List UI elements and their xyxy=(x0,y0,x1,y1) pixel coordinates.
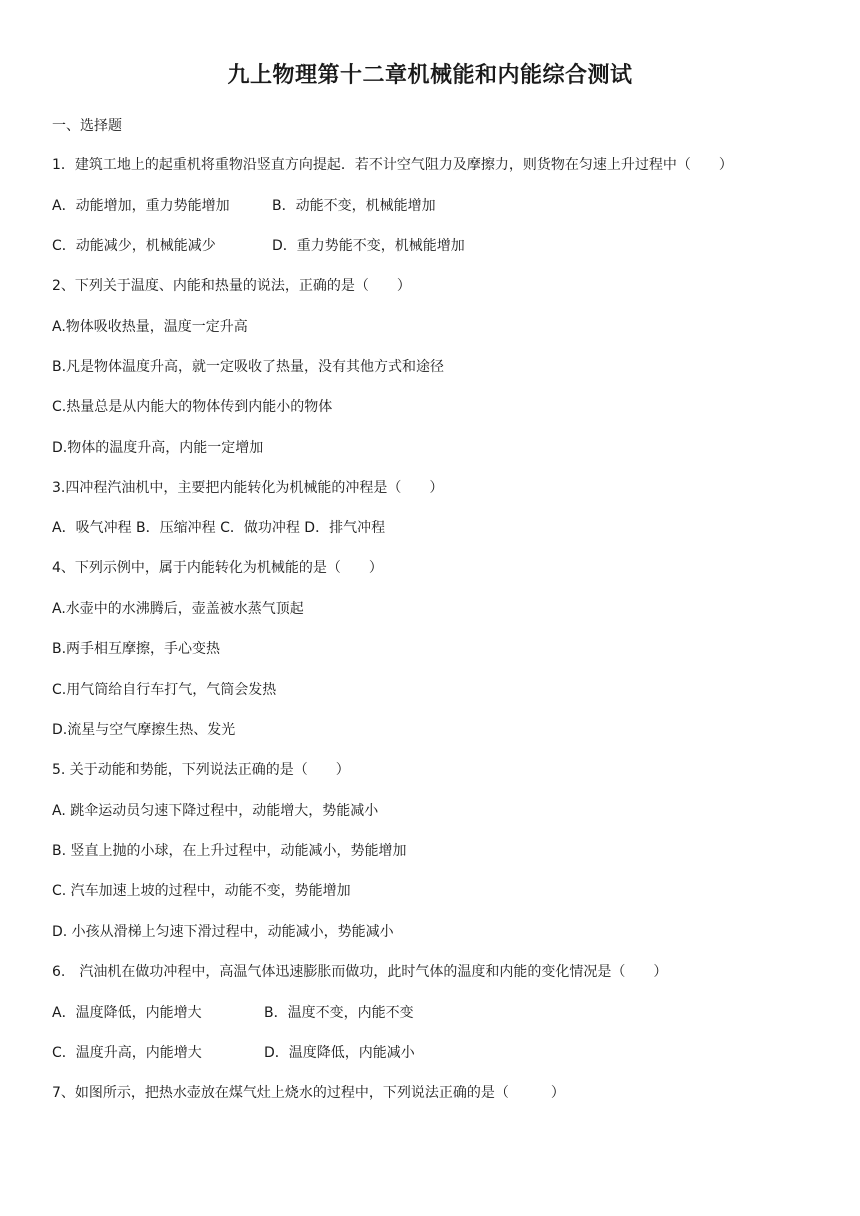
question-2-option-c: C.热量总是从内能大的物体传到内能小的物体 xyxy=(52,399,333,415)
question-2-option-b: B.凡是物体温度升高，就一定吸收了热量，没有其他方式和途径 xyxy=(52,359,445,375)
question-1-option-b: B．动能不变，机械能增加 xyxy=(272,198,436,214)
question-1-option-a: A．动能增加，重力势能增加 xyxy=(52,198,230,214)
question-6-option-a: A．温度降低，内能增大 xyxy=(52,1005,202,1021)
question-2-option-a: A.物体吸收热量，温度一定升高 xyxy=(52,319,248,335)
question-6-stem: 6. 汽油机在做功冲程中，高温气体迅速膨胀而做功，此时气体的温度和内能的变化情况是（ ） xyxy=(52,964,668,980)
question-1-option-c: C．动能减少，机械能减少 xyxy=(52,238,216,254)
question-6-option-c: C．温度升高，内能增大 xyxy=(52,1045,202,1061)
question-5-stem: 5. 关于动能和势能，下列说法正确的是（ ） xyxy=(52,762,350,778)
question-7-stem: 7、如图所示，把热水壶放在煤气灶上烧水的过程中，下列说法正确的是（ ） xyxy=(52,1085,565,1101)
question-4-option-b: B.两手相互摩擦，手心变热 xyxy=(52,641,221,657)
question-5-option-d: D. 小孩从滑梯上匀速下滑过程中，动能减小，势能减小 xyxy=(52,924,394,940)
section-heading: 一、选择题 xyxy=(52,118,122,134)
question-5-option-a: A. 跳伞运动员匀速下降过程中，动能增大，势能减小 xyxy=(52,803,379,819)
question-3-stem: 3.四冲程汽油机中，主要把内能转化为机械能的冲程是（ ） xyxy=(52,480,444,496)
question-1-stem: 1．建筑工地上的起重机将重物沿竖直方向提起．若不计空气阻力及摩擦力，则货物在匀速上升过程中（ ） xyxy=(52,157,733,173)
question-4-option-c: C.用气筒给自行车打气，气筒会发热 xyxy=(52,682,277,698)
document-title: 九上物理第十二章机械能和内能综合测试 xyxy=(227,63,633,88)
question-3-options: A．吸气冲程 B．压缩冲程 C．做功冲程 D．排气冲程 xyxy=(52,520,386,536)
question-6-option-b: B．温度不变，内能不变 xyxy=(264,1005,414,1021)
question-4-stem: 4、下列示例中，属于内能转化为机械能的是（ ） xyxy=(52,560,383,576)
question-5-option-c: C. 汽车加速上坡的过程中，动能不变，势能增加 xyxy=(52,883,351,899)
question-1-option-d: D．重力势能不变，机械能增加 xyxy=(272,238,465,254)
question-2-option-d: D.物体的温度升高，内能一定增加 xyxy=(52,440,264,456)
question-4-option-a: A.水壶中的水沸腾后，壶盖被水蒸气顶起 xyxy=(52,601,304,617)
question-2-stem: 2、下列关于温度、内能和热量的说法，正确的是（ ） xyxy=(52,278,411,294)
question-6-option-d: D．温度降低，内能减小 xyxy=(264,1045,415,1061)
question-4-option-d: D.流星与空气摩擦生热、发光 xyxy=(52,722,236,738)
question-5-option-b: B. 竖直上抛的小球，在上升过程中，动能减小，势能增加 xyxy=(52,843,407,859)
